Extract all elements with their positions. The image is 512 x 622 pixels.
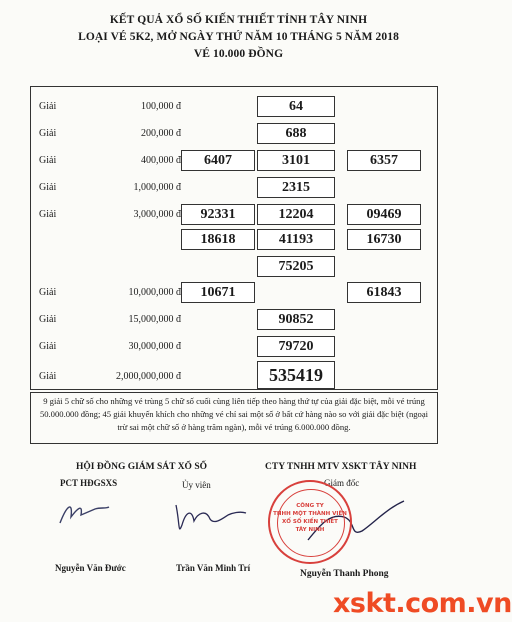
prize-label: Giải — [39, 371, 57, 382]
winning-number: 12204 — [257, 204, 335, 225]
signature-left-icon — [55, 495, 115, 530]
company-title: CTY TNHH MTV XSKT TÂY NINH — [265, 462, 417, 472]
prize-row — [31, 204, 437, 228]
signature-mid-icon — [170, 495, 250, 540]
title-line-1: KẾT QUẢ XỔ SỐ KIẾN THIẾT TỈNH TÂY NINH — [109, 14, 368, 26]
prize-label: Giải — [39, 128, 57, 139]
name-mid: Trần Văn Minh Trí — [176, 563, 251, 573]
prize-amount: 1,000,000 đ — [133, 182, 181, 193]
prize-row — [31, 150, 437, 174]
prize-amount: 200,000 đ — [141, 128, 181, 139]
prize-amount: 2,000,000,000 đ — [116, 371, 181, 382]
role-right: Giám đốc — [324, 478, 360, 488]
winning-number: 92331 — [181, 204, 255, 225]
prize-note: 9 giải 5 chữ số cho những vé trùng 5 chữ số cuối cùng liên tiếp theo hàng thứ tự của giải đặc biệt, mỗi vé trúng 50.000.000 đồng; 45 giải khuyến khích cho những vé chỉ sai một số ở bất cứ hàng nào so với giải đặc biệt (ngoại trừ sai một chữ số ở hàng trăm ngàn), mỗi vé trúng 6.000.000 đồng. — [30, 392, 438, 444]
stamp-line: XỔ SỐ KIẾN THIẾT — [282, 519, 338, 525]
prize-row — [31, 256, 437, 280]
winning-number: 3101 — [257, 150, 335, 171]
prize-row — [31, 123, 437, 147]
role-mid: Ủy viên — [182, 480, 211, 490]
prize-amount: 10,000,000 đ — [128, 287, 181, 298]
prize-row — [31, 309, 437, 333]
prize-label: Giải — [39, 287, 57, 298]
prize-row — [31, 282, 437, 306]
site-watermark: xskt.com.vn — [333, 588, 512, 619]
winning-number: 6407 — [181, 150, 255, 171]
council-title: HỘI ĐỒNG GIÁM SÁT XỔ SỐ — [76, 462, 207, 472]
name-right: Nguyễn Thanh Phong — [300, 569, 389, 579]
title-line-3: VÉ 10.000 ĐỒNG — [193, 48, 284, 60]
role-left: PCT HĐGSXS — [60, 478, 118, 488]
winning-number: 90852 — [257, 309, 335, 330]
prize-label: Giải — [39, 314, 57, 325]
winning-number: 6357 — [347, 150, 421, 171]
winning-number: 18618 — [181, 229, 255, 250]
name-left: Nguyễn Văn Đước — [55, 563, 126, 573]
stamp-line: TÂY NINH — [295, 527, 325, 533]
winning-number: 2315 — [257, 177, 335, 198]
company-stamp — [268, 480, 352, 564]
prize-label: Giải — [39, 155, 57, 166]
winning-number: 64 — [257, 96, 335, 117]
prize-label: Giải — [39, 182, 57, 193]
prize-row — [31, 96, 437, 120]
winning-number: 41193 — [257, 229, 335, 250]
winning-number: 16730 — [347, 229, 421, 250]
results-table — [30, 86, 438, 390]
prize-amount: 100,000 đ — [141, 101, 181, 112]
winning-number: 79720 — [257, 336, 335, 357]
prize-amount: 30,000,000 đ — [128, 341, 181, 352]
prize-amount: 400,000 đ — [141, 155, 181, 166]
special-prize-number: 535419 — [257, 361, 335, 389]
prize-label: Giải — [39, 209, 57, 220]
winning-number: 688 — [257, 123, 335, 144]
prize-amount: 15,000,000 đ — [128, 314, 181, 325]
winning-number: 09469 — [347, 204, 421, 225]
winning-number: 61843 — [347, 282, 421, 303]
stamp-line: TNHH MỘT THÀNH VIÊN — [273, 511, 347, 517]
winning-number: 10671 — [181, 282, 255, 303]
prize-row — [31, 177, 437, 201]
prize-row — [31, 229, 437, 253]
winning-number: 75205 — [257, 256, 335, 277]
title-line-2: LOẠI VÉ 5K2, MỞ NGÀY THỨ NĂM 10 THÁNG 5 NĂM 2018 — [78, 31, 399, 43]
prize-row-special — [31, 363, 437, 387]
prize-row — [31, 336, 437, 360]
prize-label: Giải — [39, 101, 57, 112]
prize-amount: 3,000,000 đ — [133, 209, 181, 220]
prize-label: Giải — [39, 341, 57, 352]
stamp-line: CÔNG TY — [296, 503, 324, 509]
